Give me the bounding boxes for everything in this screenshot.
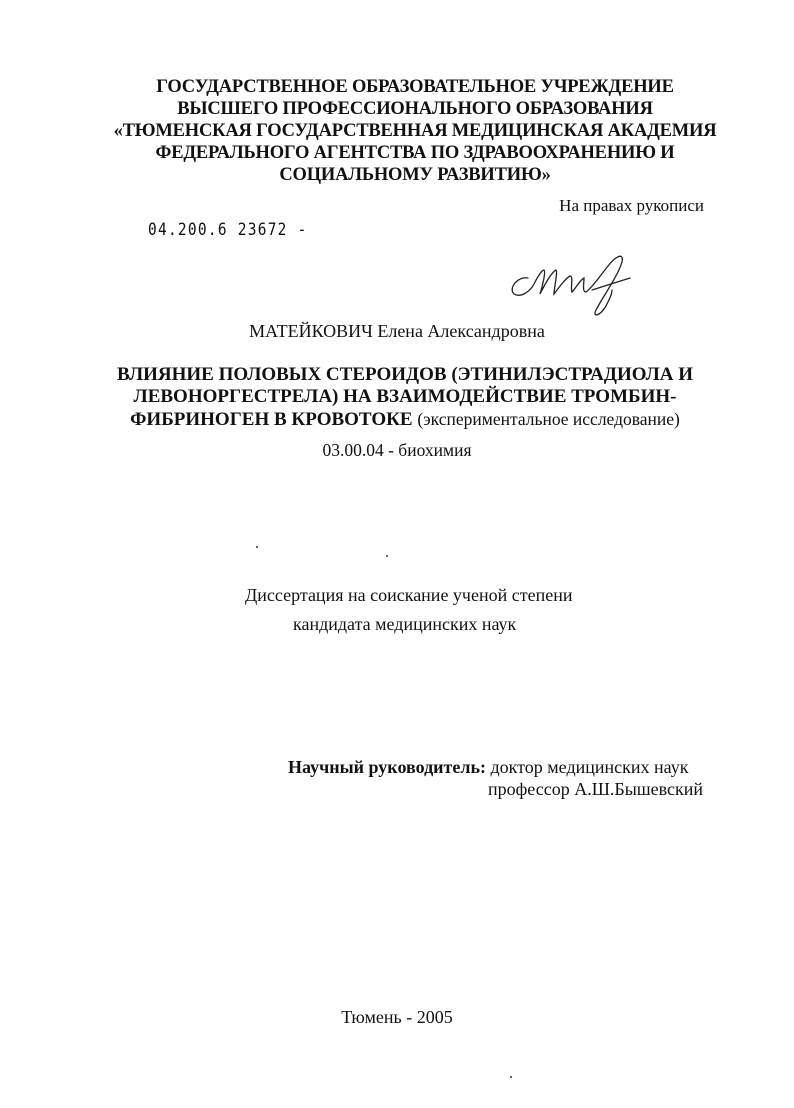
title-line-2: ЛЕВОНОРГЕСТРЕЛА) НА ВЗАИМОДЕЙСТВИЕ ТРОМБИН- xyxy=(133,386,677,407)
signature xyxy=(500,248,640,323)
scan-speck xyxy=(510,1076,512,1078)
title-subtitle: (экспериментальное исследование) xyxy=(417,409,680,429)
supervisor-degree: доктор медицинских наук xyxy=(490,757,689,777)
title-line-3 xyxy=(110,408,700,431)
institution-header xyxy=(100,76,730,186)
institution-line: ФЕДЕРАЛЬНОГО АГЕНТСТВА ПО ЗДРАВООХРАНЕНИЮ И xyxy=(155,143,675,163)
rights-note: На правах рукописи xyxy=(559,196,704,215)
author-surname: МАТЕЙКОВИЧ xyxy=(249,321,373,341)
institution-line: «ТЮМЕНСКАЯ ГОСУДАРСТВЕННАЯ МЕДИЦИНСКАЯ АКАДЕМИЯ xyxy=(113,121,717,141)
degree-line-1: Диссертация на соискание ученой степени xyxy=(245,585,573,605)
institution-line: ГОСУДАРСТВЕННОЕ ОБРАЗОВАТЕЛЬНОЕ УЧРЕЖДЕНИЕ xyxy=(156,77,674,97)
institution-line: ВЫСШЕГО ПРОФЕССИОНАЛЬНОГО ОБРАЗОВАНИЯ xyxy=(177,99,653,119)
author-name xyxy=(0,321,794,342)
author-given-names: Елена Александровна xyxy=(377,321,545,341)
degree-line-2: кандидата медицинских наук xyxy=(293,614,517,634)
dissertation-title xyxy=(110,364,700,431)
title-line-3-text: ФИБРИНОГЕН В КРОВОТОКЕ xyxy=(130,409,413,430)
supervisor-name: профессор А.Ш.Бышевский xyxy=(488,779,704,799)
scan-speck xyxy=(256,546,258,548)
supervisor-label: Научный руководитель: xyxy=(288,757,486,777)
scan-speck xyxy=(386,555,388,557)
institution-line: СОЦИАЛЬНОМУ РАЗВИТИЮ» xyxy=(279,165,551,185)
title-line-1: ВЛИЯНИЕ ПОЛОВЫХ СТЕРОИДОВ (ЭТИНИЛЭСТРАДИОЛА И xyxy=(117,364,693,385)
city-year: Тюмень - 2005 xyxy=(341,1007,453,1027)
registration-stamp: 04.200.6 23672 - xyxy=(148,220,308,240)
supervisor-line xyxy=(288,757,688,778)
specialty-code: 03.00.04 - биохимия xyxy=(322,440,472,460)
